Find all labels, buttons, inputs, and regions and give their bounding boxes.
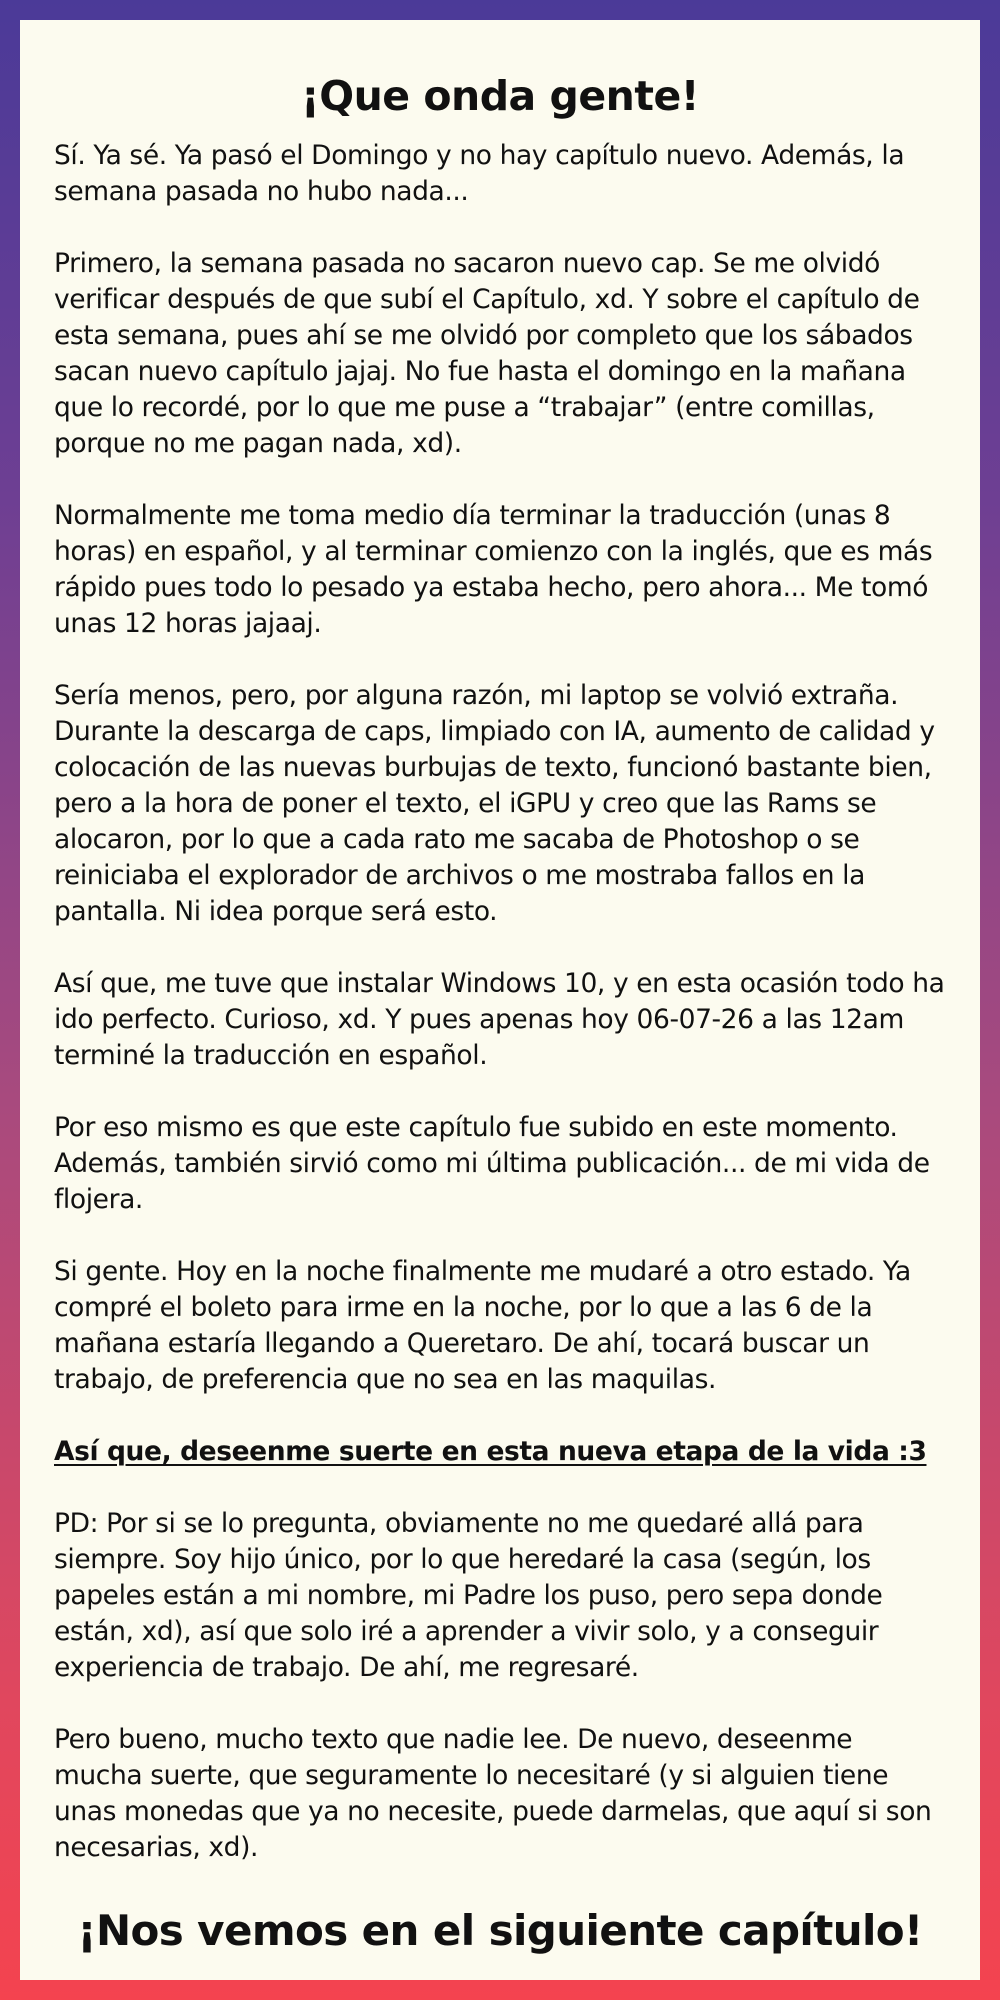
page-title: ¡Que onda gente! xyxy=(301,72,699,120)
paragraph: Sería menos, pero, por alguna razón, mi laptop se volvió extraña. Durante la descarga de caps, limpiado con IA, aumento de calidad y colocación de las nuevas burbujas de texto, funcionó bastante bien, pero a la hora de poner el texto, el iGPU y creo que las Rams se alocaron, por lo que a cada rato me sacaba de Photoshop o se reiniciaba el explorador de archivos o me mostraba fallos en la pantalla. Ni idea porque será esto. xyxy=(54,680,935,927)
paragraph: Pero bueno, mucho texto que nadie lee. De nuevo, deseenme mucha suerte, que seguramente lo necesitaré (y si alguien tiene unas monedas que ya no necesite, puede darmelas, que aquí si son necesarias, xd). xyxy=(54,1724,932,1863)
highlight-line: Así que, deseenme suerte en esta nueva etapa de la vida :3 xyxy=(54,1436,927,1467)
message-card xyxy=(20,20,980,1980)
closing-title: ¡Nos vemos en el siguiente capítulo! xyxy=(77,1906,923,1955)
paragraph: Primero, la semana pasada no sacaron nuevo cap. Se me olvidó verificar después de que subí el Capítulo, xd. Y sobre el capítulo de esta semana, pues ahí se me olvidó por completo que los sábados sacan nuevo capítulo jajaj. No fue hasta el domingo en la mañana que lo recordé, por lo que me puse a “trabajar” (entre comillas, porque no me pagan nada, xd). xyxy=(54,248,920,459)
paragraph: Por eso mismo es que este capítulo fue subido en este momento. Además, también sirvió como mi última publicación... de mi vida de flojera. xyxy=(54,1112,930,1215)
paragraph: Así que, me tuve que instalar Windows 10, y en esta ocasión todo ha ido perfecto. Curioso, xd. Y pues apenas hoy 06-07-26 a las 12am terminé la traducción en español. xyxy=(54,968,945,1071)
paragraph: Normalmente me toma medio día terminar la traducción (unas 8 horas) en español, y al terminar comienzo con la inglés, que es más rápido pues todo lo pesado ya estaba hecho, pero ahora... Me tomó unas 12 horas jajaaj. xyxy=(54,500,933,639)
postscript-paragraph: PD: Por si se lo pregunta, obviamente no me quedaré allá para siempre. Soy hijo único, por lo que heredaré la casa (según, los papeles están a mi nombre, mi Padre los puso, pero sepa donde están, xd), así que solo iré a aprender a vivir solo, y a conseguir experiencia de trabajo. De ahí, me regresaré. xyxy=(54,1508,883,1683)
paragraph: Sí. Ya sé. Ya pasó el Domingo y no hay capítulo nuevo. Además, la semana pasada no hubo nada... xyxy=(54,140,905,207)
paragraph: Si gente. Hoy en la noche finalmente me mudaré a otro estado. Ya compré el boleto para irme en la noche, por lo que a las 6 de la mañana estaría llegando a Queretaro. De ahí, tocará buscar un trabajo, de preferencia que no sea en las maquilas. xyxy=(54,1256,911,1395)
